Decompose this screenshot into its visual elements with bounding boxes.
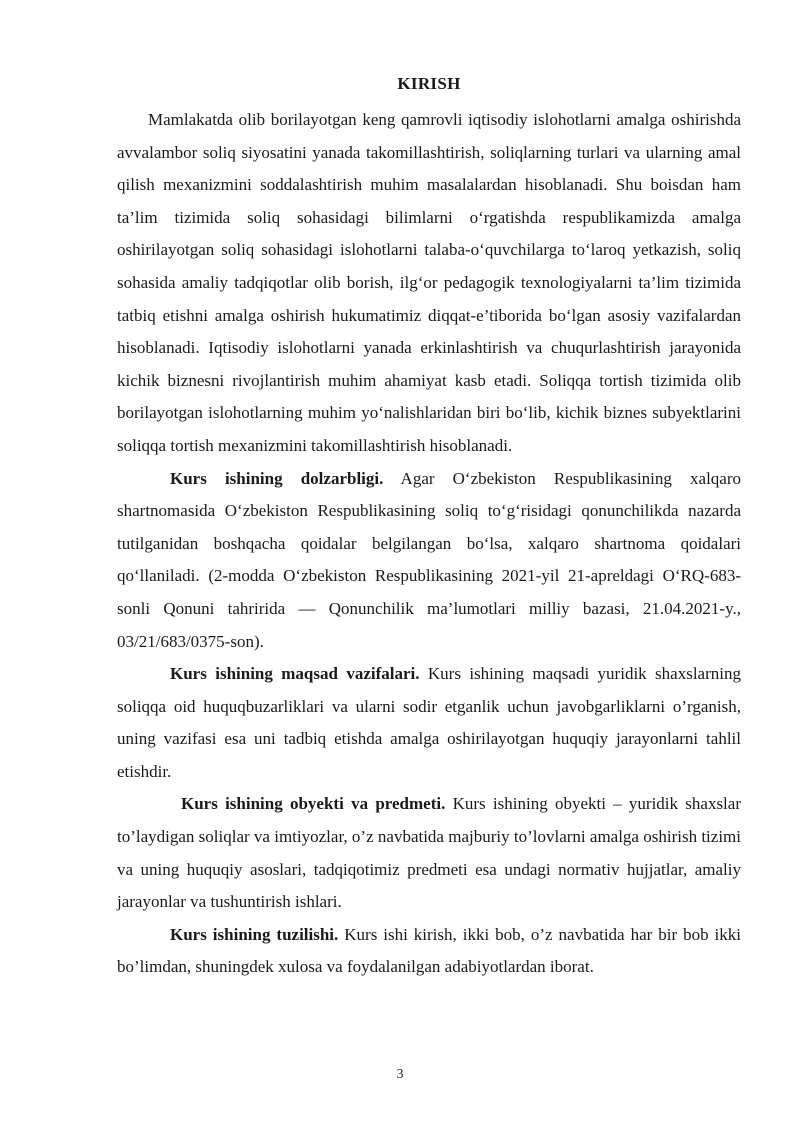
paragraph-heading: Kurs ishining tuzilishi. <box>170 924 339 944</box>
document-page <box>117 68 741 984</box>
page-number: 3 <box>396 1067 404 1082</box>
paragraph-text: Agar O‘zbekiston Respublikasining xalqaro shartnomasida O‘zbekiston Respublikasining soliq to‘g‘risidagi qonunchilikda nazarda tutilganidan boshqacha qoidalar belgilangan bo‘lsa, xalqaro shartnoma qoidalari qo‘llaniladi. (2-modda O‘zbekiston Respublikasining 2021-yil 21-apreldagi O‘RQ-683-sonli Qonuni tahririda — Qonunchilik ma’lumotlari milliy bazasi, 21.04.2021-y., 03/21/683/0375-son). <box>117 468 741 651</box>
paragraph-text: Kurs ishining obyekti – yuridik shaxslar to’laydigan soliqlar va imtiyozlar, o’z navbatida majburiy to’lovlarni amalga oshirish tizimi va uning huquqiy asoslari, tadqiqotimiz predmeti esa undagi normativ hujjatlar, amaliy jarayonlar va tushuntirish ishlari. <box>117 794 741 912</box>
paragraph-relevance <box>117 463 741 659</box>
paragraph-heading: Kurs ishining obyekti va predmeti. <box>181 794 446 814</box>
page-title: KIRISH <box>397 74 461 93</box>
paragraph-intro <box>117 104 741 463</box>
paragraph-text: Kurs ishining maqsadi yuridik shaxslarning soliqqa oid huquqbuzarliklari va ularni sodir etganlik uchun javobgarliklarni o’rganish, uning vazifasi esa uni tadbiq etishda amalga oshirilayotgan huquqiy jarayonlarni tahlil etishdir. <box>117 664 741 781</box>
paragraph-goals <box>117 658 741 788</box>
paragraph-structure <box>117 919 741 984</box>
paragraph-text: Mamlakatda olib borilayotgan keng qamrovli iqtisodiy islohotlarni amalga oshirishda avvalambor soliq siyosatini yanada takomillashtirish, soliqlarning turlari va ularning amal qilish mexanizmini soddalashtirish muhim masalalardan hisoblanadi. Shu boisdan ham ta’lim tizimida soliq sohasidagi bilimlarni o‘rgatishda respublikamizda amalga oshirilayotgan soliq sohasidagi islohotlarni talaba-o‘quvchilarga to‘laroq yetkazish, soliq sohasida amaliy tadqiqotlar olib borish, ilg‘or pedagogik texnologiyalarni ta’lim tizimida tatbiq etishni amalga oshirish hukumatimiz diqqat-e’tiborida bo‘lgan asosiy vazifalardan hisoblanadi. Iqtisodiy islohotlarni yanada erkinlashtirish va chuqurlashtirish jarayonida kichik biznesni rivojlantirish muhim ahamiyat kasb etadi. Soliqqa tortish tizimida olib borilayotgan islohotlarning muhim yo‘nalishlaridan biri bo‘lib, kichik biznes subyektlarini soliqqa tortish mexanizmini takomillashtirish hisoblanadi. <box>117 110 741 455</box>
paragraph-object-subject <box>117 788 741 918</box>
paragraph-heading: Kurs ishining dolzarbligi. <box>170 468 384 488</box>
paragraph-heading: Kurs ishining maqsad vazifalari. <box>170 664 420 684</box>
paragraph-text: Kurs ishi kirish, ikki bob, o’z navbatida har bir bob ikki bo’limdan, shuningdek xulosa va foydalanilgan adabiyotlardan iborat. <box>117 924 741 977</box>
